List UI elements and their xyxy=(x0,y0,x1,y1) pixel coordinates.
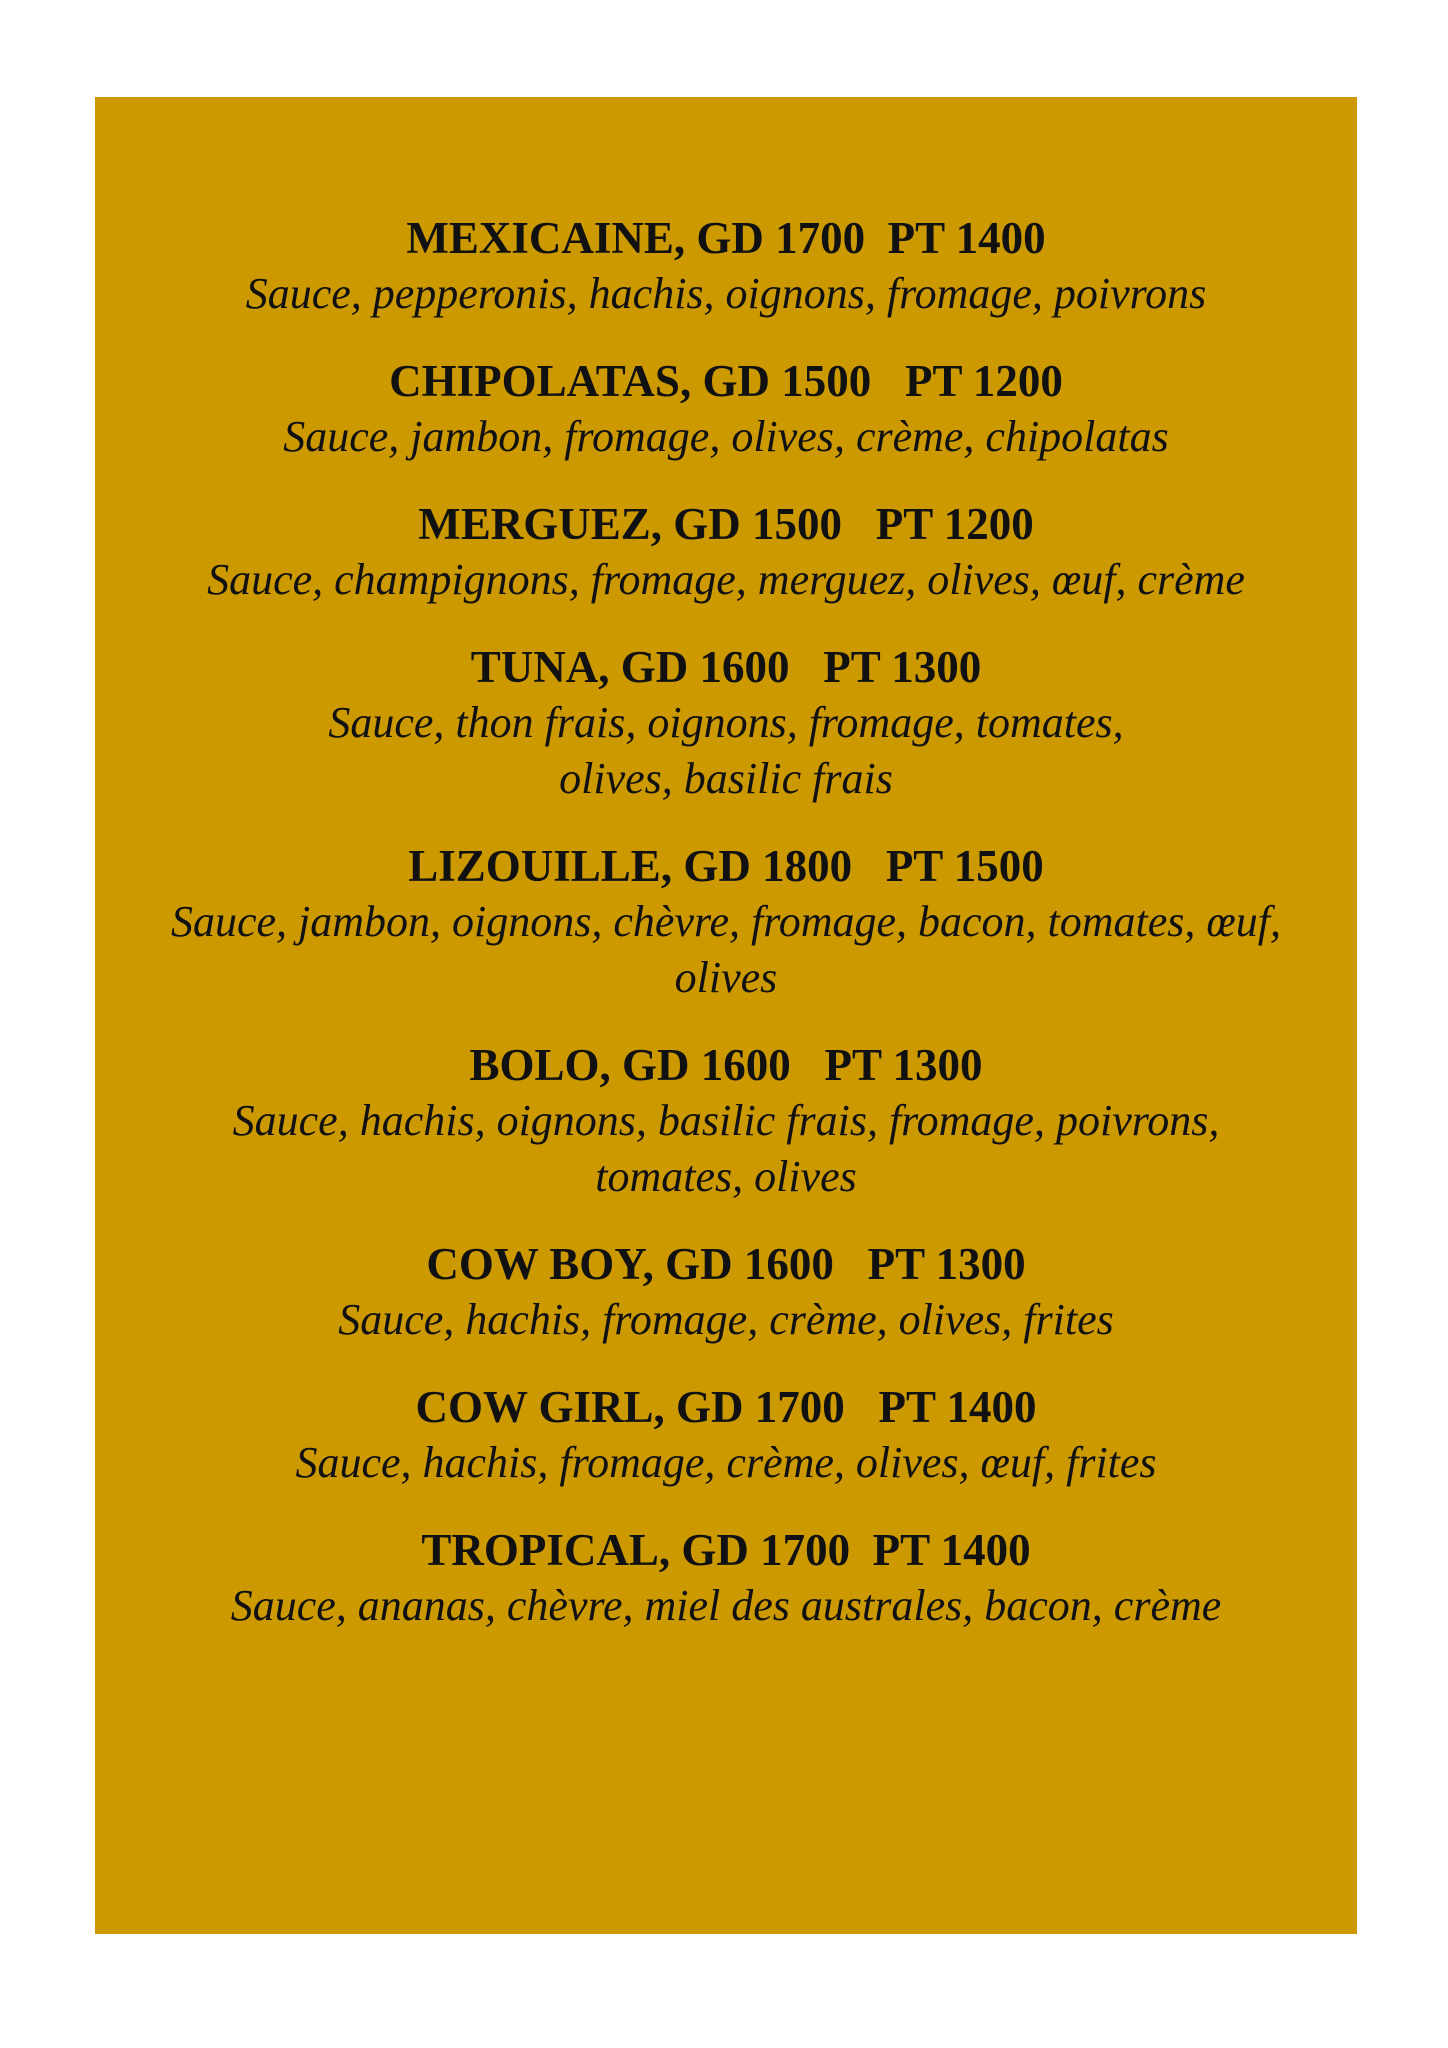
menu-item-cow-girl xyxy=(95,1379,1357,1491)
menu-item-chipolatas xyxy=(95,353,1357,465)
menu-item-title: TROPICAL, GD 1700 PT 1400 xyxy=(421,1525,1031,1575)
menu-item-description: Sauce, thon frais, oignons, fromage, tomates, olives, basilic frais xyxy=(328,698,1124,803)
menu-item-description: Sauce, jambon, fromage, olives, crème, chipolatas xyxy=(283,412,1169,461)
menu-item-merguez xyxy=(95,496,1357,608)
menu-item-title: TUNA, GD 1600 PT 1300 xyxy=(470,642,982,692)
menu-item-description: Sauce, hachis, oignons, basilic frais, fromage, poivrons, tomates, olives xyxy=(232,1096,1220,1201)
menu-item-tuna xyxy=(95,639,1357,807)
menu-item-title: CHIPOLATAS, GD 1500 PT 1200 xyxy=(389,356,1063,406)
menu-item-bolo xyxy=(95,1037,1357,1205)
menu-item-title: LIZOUILLE, GD 1800 PT 1500 xyxy=(408,841,1044,891)
menu-item-description: Sauce, hachis, fromage, crème, olives, œuf, frites xyxy=(295,1438,1157,1487)
menu-item-description: Sauce, pepperonis, hachis, oignons, fromage, poivrons xyxy=(245,269,1207,318)
menu-item-tropical xyxy=(95,1522,1357,1634)
menu-item-title: COW BOY, GD 1600 PT 1300 xyxy=(426,1239,1026,1289)
menu-item-description: Sauce, hachis, fromage, crème, olives, frites xyxy=(338,1295,1114,1344)
menu-item-mexicaine xyxy=(95,210,1357,322)
menu-item-title: MERGUEZ, GD 1500 PT 1200 xyxy=(418,499,1034,549)
menu-panel xyxy=(95,97,1357,1934)
menu-item-description: Sauce, jambon, oignons, chèvre, fromage, bacon, tomates, œuf, olives xyxy=(170,897,1281,1002)
menu-item-description: Sauce, champignons, fromage, merguez, olives, œuf, crème xyxy=(207,555,1245,604)
menu-item-title: COW GIRL, GD 1700 PT 1400 xyxy=(415,1382,1037,1432)
menu-item-description: Sauce, ananas, chèvre, miel des australes, bacon, crème xyxy=(230,1581,1222,1630)
menu-item-title: MEXICAINE, GD 1700 PT 1400 xyxy=(406,213,1046,263)
menu-item-cow-boy xyxy=(95,1236,1357,1348)
menu-item-lizouille xyxy=(95,838,1357,1006)
menu-item-title: BOLO, GD 1600 PT 1300 xyxy=(469,1040,983,1090)
